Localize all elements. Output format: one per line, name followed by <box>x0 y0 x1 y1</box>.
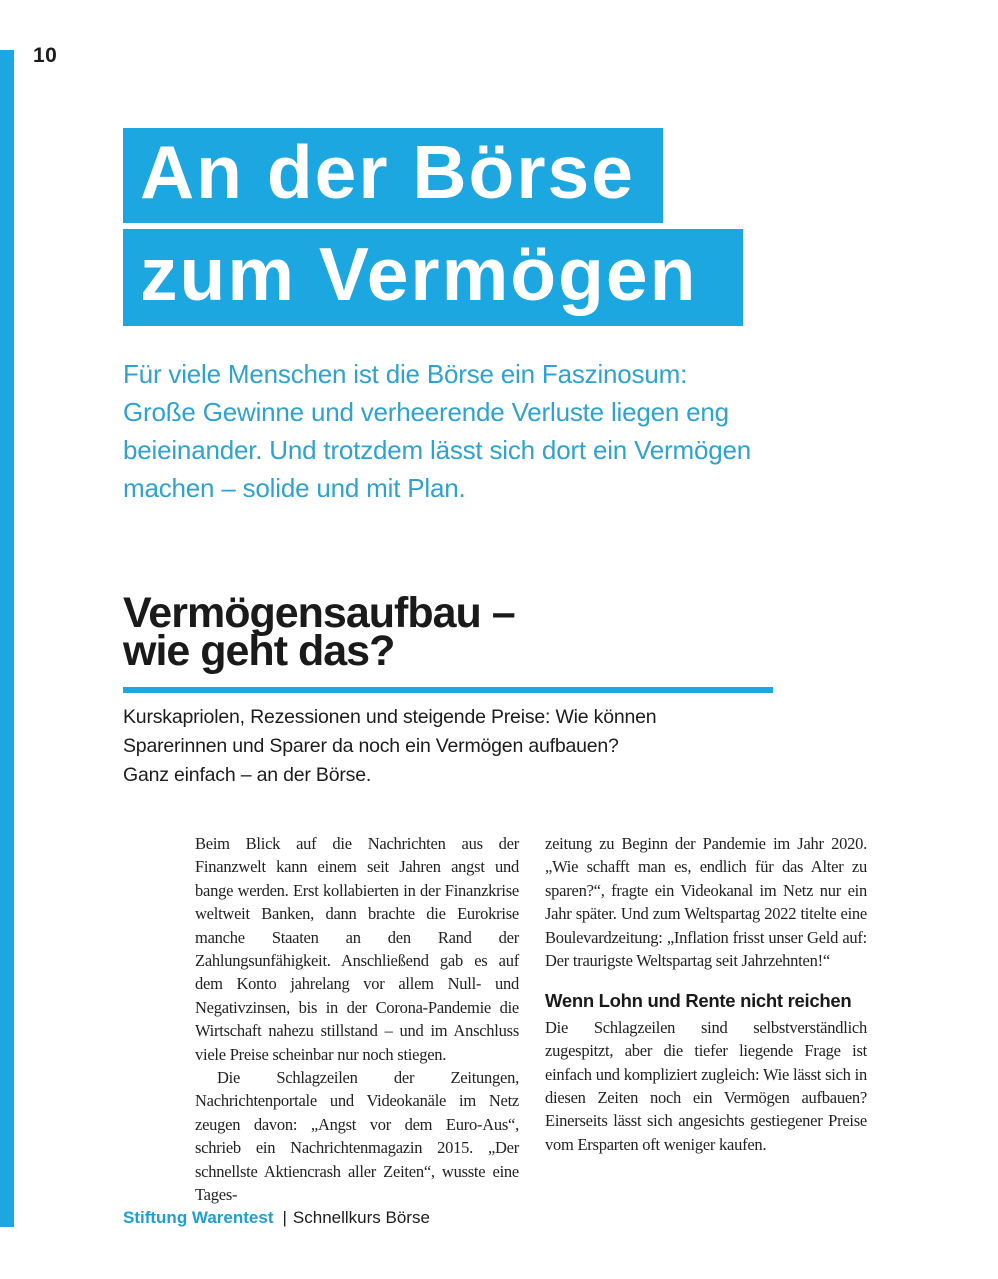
body-paragraph: zeitung zu Beginn der Pandemie im Jahr 2020. „Wie schafft man es, endlich für das Alter zu sparen?“, fragte ein Videokanal im Netz nur ein Jahr später. Und zum Weltspartag 2022 titelte eine Boulevardzeitung: „Inflation frisst unser Geld auf: Der traurigste Weltspartag seit Jahrzehnten!“ <box>545 834 867 971</box>
body-paragraph: Beim Blick auf die Nachrichten aus der Finanzwelt kann einem seit Jahren angst und bange werden. Erst kollabierten in der Finanzkrise weltweit Banken, dann brachte die Eurokrise manche Staaten an den Rand der Zahlungsunfähigkeit. Anschließend gab es auf dem Konto jahrelang vor allem Null- und Negativzinsen, bis in der Corona-Pandemie die Wirtschaft nahezu stillstand – und im Anschluss viele Preise scheinbar nur noch stiegen. <box>195 834 519 1064</box>
body-paragraph: Die Schlagzeilen sind selbstverständlich zugespitzt, aber die tiefer liegende Frage ist einfach und kompliziert zugleich: Wie lässt sich in diesen Zeiten noch ein Vermögen aufbauen? Einerseits lässt sich angesichts gestiegener Preise vom Ersparten oft weniger kaufen. <box>545 1017 867 1154</box>
chapter-title-block-1 <box>123 128 663 223</box>
page-footer <box>123 1208 430 1228</box>
section-heading-line: Vermögensaufbau – <box>123 589 515 637</box>
footer-publisher: Stiftung Warentest <box>123 1208 274 1227</box>
standfirst-line: Große Gewinne und verheerende Verluste liegen eng <box>123 397 729 427</box>
section-lead-line: Kurskapriolen, Rezessionen und steigende Preise: Wie können <box>123 706 657 728</box>
standfirst-line: beieinander. Und trotzdem lässt sich dort ein Vermögen <box>123 435 752 465</box>
section-heading <box>123 589 515 675</box>
section-heading-line: wie geht das? <box>123 627 395 675</box>
body-column-left <box>195 832 519 1207</box>
standfirst-line: machen – solide und mit Plan. <box>123 473 466 503</box>
section-lead-line: Ganz einfach – an der Börse. <box>123 764 372 786</box>
chapter-title-line-1: An der Börse <box>140 130 635 214</box>
footer-separator: | <box>282 1208 287 1227</box>
chapter-title-block-2 <box>123 229 743 326</box>
section-lead-line: Sparerinnen und Sparer da noch ein Vermögen aufbauen? <box>123 735 619 757</box>
footer-book-title: Schnellkurs Börse <box>292 1208 430 1227</box>
section-heading-rule <box>123 687 773 693</box>
section-lead <box>123 703 656 790</box>
body-subheading: Wenn Lohn und Rente nicht reichen <box>545 990 852 1012</box>
chapter-standfirst <box>123 355 751 507</box>
page-number: 10 <box>33 44 58 67</box>
chapter-title-line-2: zum Vermögen <box>140 232 698 316</box>
body-column-right <box>545 832 867 1156</box>
left-accent-bar <box>0 50 14 1227</box>
standfirst-line: Für viele Menschen ist die Börse ein Faszinosum: <box>123 359 688 389</box>
body-paragraph: Die Schlagzeilen der Zeitungen, Nachrichtenportale und Videokanäle im Netz zeugen davon: „Angst vor dem Euro-Aus“, schrieb ein Nachrichtenmagazin 2015. „Der schnellste Aktiencrash aller Zeiten“, wusste eine Tages- <box>195 1068 519 1205</box>
